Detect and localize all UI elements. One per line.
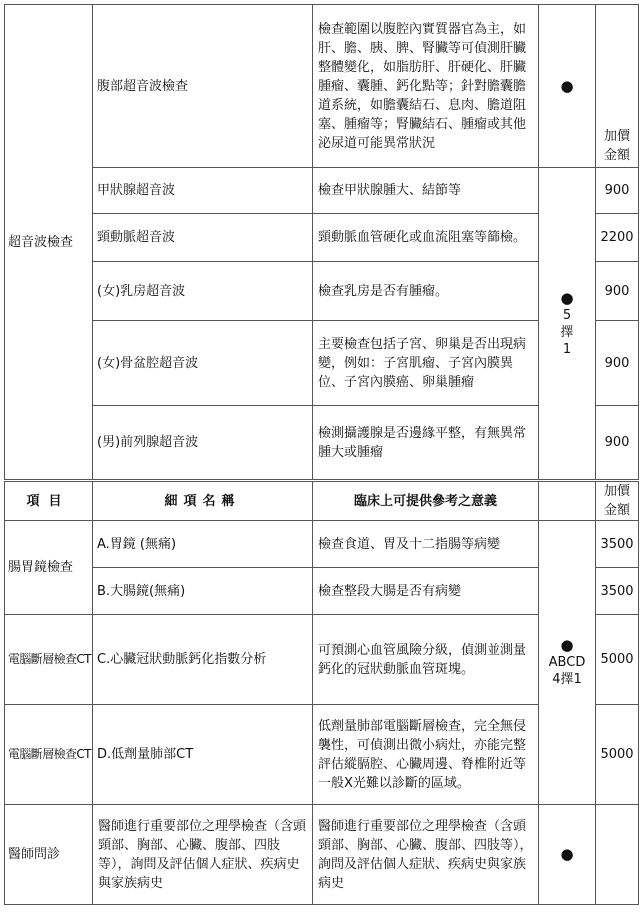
item-description: 檢測攝護腺是否邊緣平整，有無異常腫大或腫瘤 [313,406,539,481]
item-description: 低劑量肺部電腦斷層檢查，完全無侵襲性，可偵測出微小病灶，亦能完整評估縱膈腔、心臟周邊、脊椎附近等一般X光難以診斷的區域。 [313,705,539,805]
item-description: 檢查整段大腸是否有病變 [313,568,539,615]
item-description: 檢查範圍以腹腔內實質器官為主，如肝、膽、胰、脾、腎臟等可偵測肝臟整體變化，如脂肪肝、肝硬化、肝臟腫瘤、囊腫、鈣化點等；針對膽囊膽道系統，如膽囊結石、息肉、膽道阻塞、腫瘤等；腎臟結石、腫瘤或其他泌尿道可能異常狀況 [313,5,539,168]
item-description: 主要檢查包括子宮、卵巢是否出現病變，例如：子宮肌瘤、子宮內膜異位、子宮內膜癌、卵巢腫瘤 [313,321,539,406]
item-price-empty [596,805,639,905]
header-row [5,481,639,521]
item-name: 頸動脈超音波 [93,214,313,262]
table-row [5,805,639,905]
item-name: (女)骨盆腔超音波 [93,321,313,406]
item-name: 醫師進行重要部位之理學檢查（含頭頸部、胸部、心臟、腹部、四肢等），詢問及評估個人症狀、疾病史與家族病史 [93,805,313,905]
item-price: 2200 [596,214,639,262]
item-name: 甲狀腺超音波 [93,168,313,214]
item-name: C.心臟冠狀動脈鈣化指數分析 [93,615,313,705]
header-item: 項目 [5,481,93,521]
item-description: 檢查食道、胃及十二指腸等病變 [313,521,539,568]
item-name: (男)前列腺超音波 [93,406,313,481]
item-name: B.大腸鏡(無痛) [93,568,313,615]
item-description: 可預測心血管風險分級，偵測並測量鈣化的冠狀動脈血管斑塊。 [313,615,539,705]
item-name: D.低劑量肺部CT [93,705,313,805]
table-row [5,521,639,568]
choose-one-of-five-mark: ● 5 擇 1 [539,168,596,481]
health-exam-table [4,4,639,905]
item-price: 3500 [596,521,639,568]
header-meaning: 臨床上可提供參考之意義 [313,481,539,521]
item-name: A.胃鏡 (無痛) [93,521,313,568]
header-blank [539,481,596,521]
header-price: 加價金額 [596,481,639,521]
item-price: 900 [596,406,639,481]
included-mark: ● [539,5,596,168]
table-row [5,168,639,214]
item-name: (女)乳房超音波 [93,262,313,321]
item-price: 900 [596,321,639,406]
category-endoscopy: 腸胃鏡檢查 [5,521,93,615]
item-price: 900 [596,262,639,321]
category-ct: 電腦斷層檢查CT [5,615,93,705]
price-header: 加價金額 [596,5,639,168]
category-ct: 電腦斷層檢查CT [5,705,93,805]
included-mark: ● [539,805,596,905]
item-price: 5000 [596,705,639,805]
category-doctor: 醫師問診 [5,805,93,905]
item-price: 900 [596,168,639,214]
choose-one-of-abcd-mark: ● ABCD 4擇1 [539,521,596,805]
table-row [5,5,639,168]
item-description: 檢查甲狀腺腫大、結節等 [313,168,539,214]
item-price: 3500 [596,568,639,615]
item-name: 腹部超音波檢查 [93,5,313,168]
category-ultrasound: 超音波檢查 [5,5,93,481]
item-description: 頸動脈血管硬化或血流阻塞等篩檢。 [313,214,539,262]
item-description: 醫師進行重要部位之理學檢查（含頭頸部、胸部、心臟、腹部、四肢等），詢問及評估個人症狀、疾病史與家族病史 [313,805,539,905]
header-detail: 細項名稱 [93,481,313,521]
item-price: 5000 [596,615,639,705]
item-description: 檢查乳房是否有腫瘤。 [313,262,539,321]
